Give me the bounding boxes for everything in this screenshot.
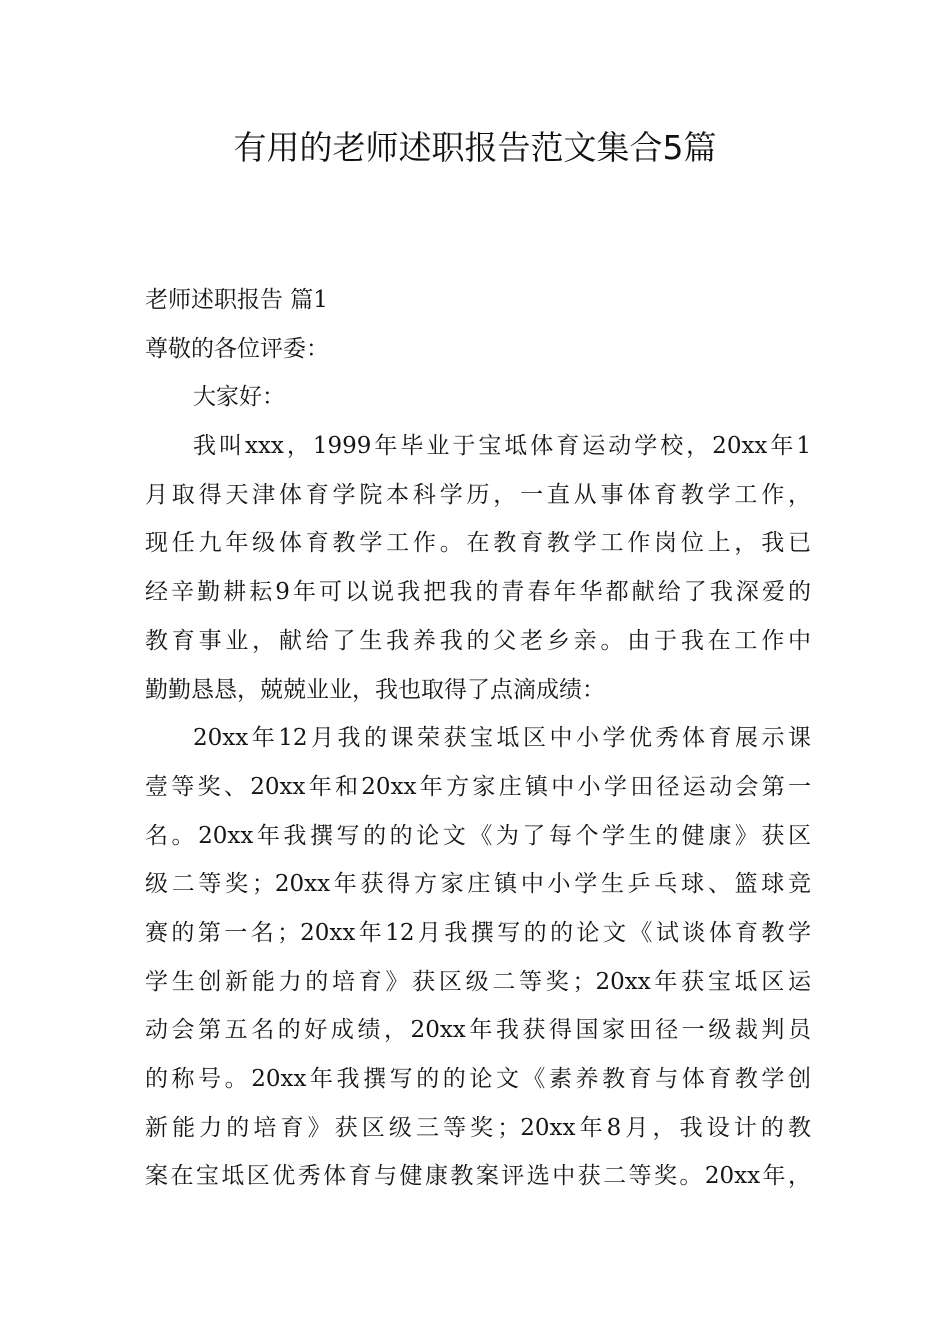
paragraph-line: 动会第五名的好成绩，20xx年我获得国家田径一级裁判员 bbox=[145, 1017, 811, 1044]
paragraph-2 bbox=[145, 714, 811, 1201]
greeting: 大家好： bbox=[193, 384, 285, 411]
section-heading: 老师述职报告 篇1 bbox=[145, 287, 328, 313]
paragraph-line: 20xx年12月我的课荣获宝坻区中小学优秀体育展示课 bbox=[193, 725, 811, 752]
paragraph-line: 学生创新能力的培育》获区级二等奖；20xx年获宝坻区运 bbox=[145, 968, 811, 995]
paragraph-line: 壹等奖、20xx年和20xx年方家庄镇中小学田径运动会第一 bbox=[145, 773, 811, 800]
paragraph-line: 我叫xxx，1999年毕业于宝坻体育运动学校，20xx年1 bbox=[193, 433, 811, 460]
paragraph-line: 经辛勤耕耘9年可以说我把我的青春年华都献给了我深爱的 bbox=[145, 579, 811, 606]
paragraph-line: 新能力的培育》获区级三等奖；20xx年8月，我设计的教 bbox=[145, 1114, 811, 1141]
salutation: 尊敬的各位评委： bbox=[145, 335, 329, 362]
paragraph-line: 勤勤恳恳，兢兢业业，我也取得了点滴成绩： bbox=[145, 676, 605, 703]
paragraph-line: 案在宝坻区优秀体育与健康教案评选中获二等奖。20xx年， bbox=[145, 1163, 811, 1190]
paragraph-line: 月取得天津体育学院本科学历，一直从事体育教学工作， bbox=[145, 481, 811, 508]
paragraph-line: 教育事业，献给了生我养我的父老乡亲。由于我在工作中 bbox=[145, 627, 811, 654]
document-title: 有用的老师述职报告范文集合5篇 bbox=[233, 128, 717, 167]
document-body bbox=[145, 276, 811, 1201]
paragraph-line: 现任九年级体育教学工作。在教育教学工作岗位上，我已 bbox=[145, 530, 811, 557]
paragraph-line: 的称号。20xx年我撰写的的论文《素养教育与体育教学创 bbox=[145, 1066, 811, 1092]
paragraph-line: 名。20xx年我撰写的的论文《为了每个学生的健康》获区 bbox=[145, 822, 811, 849]
paragraph-1 bbox=[145, 422, 811, 714]
paragraph-line: 赛的第一名；20xx年12月我撰写的的论文《试谈体育教学 bbox=[145, 919, 811, 946]
paragraph-line: 级二等奖；20xx年获得方家庄镇中小学生乒乓球、篮球竞 bbox=[145, 871, 811, 898]
